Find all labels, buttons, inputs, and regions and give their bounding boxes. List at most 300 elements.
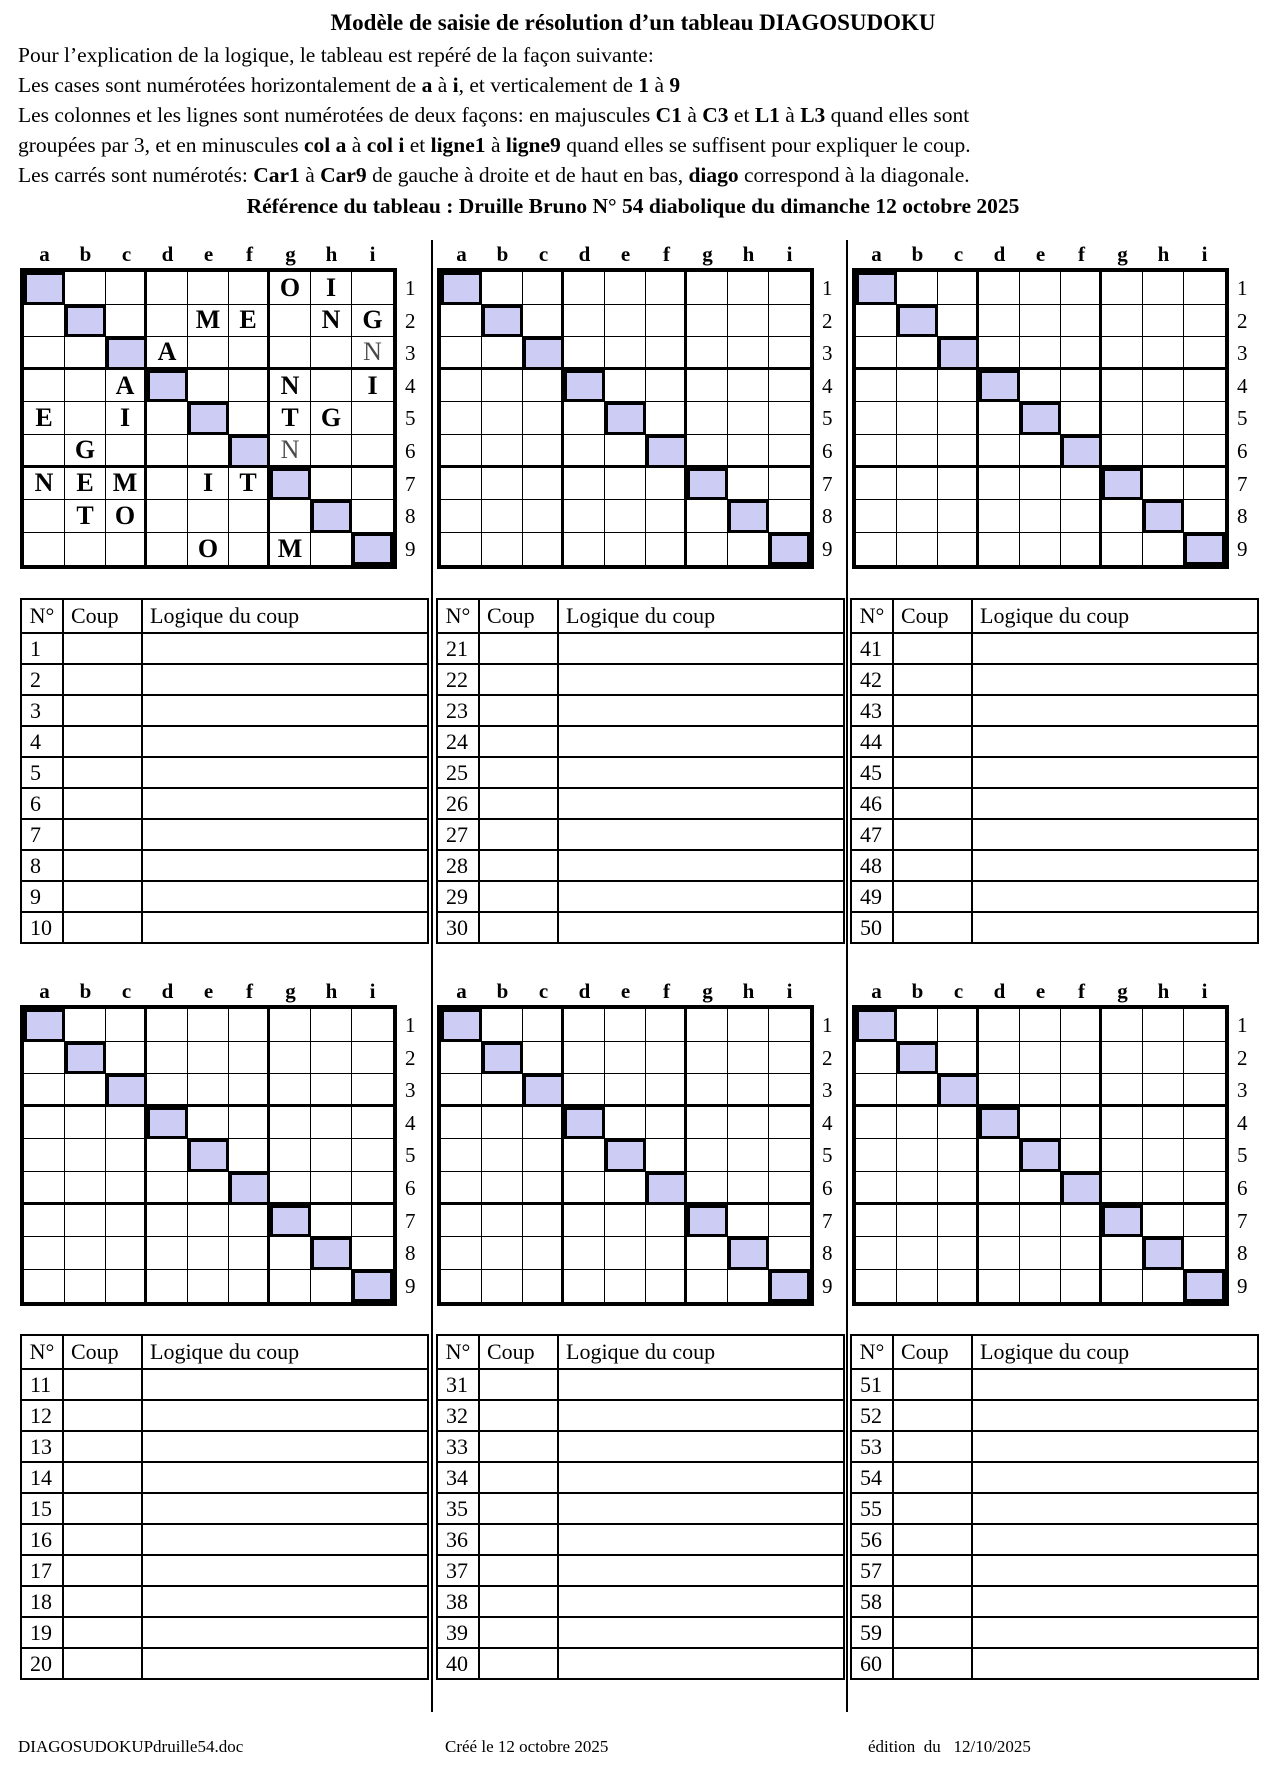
grid-cell-b6[interactable]: [897, 435, 938, 468]
grid-cell-i4[interactable]: [769, 1107, 810, 1140]
grid-cell-c7[interactable]: [938, 468, 979, 501]
grid-cell-g6[interactable]: [270, 1172, 311, 1205]
grid-cell-c2[interactable]: [523, 305, 564, 338]
grid-cell-h4[interactable]: [1143, 1107, 1184, 1140]
coup-cell[interactable]: [63, 819, 142, 850]
logique-cell[interactable]: [142, 1524, 428, 1555]
grid-cell-i3[interactable]: N: [352, 337, 393, 370]
grid-cell-b2[interactable]: [482, 305, 523, 338]
grid-cell-d2[interactable]: [564, 1042, 605, 1075]
grid-cell-c6[interactable]: [106, 1172, 147, 1205]
grid-cell-i3[interactable]: [1184, 337, 1225, 370]
coup-cell[interactable]: [63, 695, 142, 726]
grid-cell-f1[interactable]: [1061, 272, 1102, 305]
grid-cell-b2[interactable]: [65, 1042, 106, 1075]
coup-cell[interactable]: [63, 912, 142, 943]
grid-cell-h2[interactable]: [728, 305, 769, 338]
grid-cell-i6[interactable]: [352, 1172, 393, 1205]
grid-cell-h1[interactable]: [1143, 272, 1184, 305]
grid-cell-i2[interactable]: [352, 1042, 393, 1075]
grid-cell-b3[interactable]: [897, 337, 938, 370]
grid-cell-e7[interactable]: [605, 1205, 646, 1238]
grid-cell-h1[interactable]: [728, 1009, 769, 1042]
grid-cell-e9[interactable]: O: [188, 533, 229, 566]
grid-cell-e9[interactable]: [1020, 1270, 1061, 1303]
grid-cell-c9[interactable]: [523, 533, 564, 566]
grid-cell-g3[interactable]: [270, 337, 311, 370]
grid-cell-b5[interactable]: [65, 1139, 106, 1172]
grid-cell-i6[interactable]: [352, 435, 393, 468]
coup-cell[interactable]: [479, 1493, 558, 1524]
grid-cell-g7[interactable]: [687, 1205, 728, 1238]
logique-cell[interactable]: [142, 1586, 428, 1617]
grid-cell-h8[interactable]: [728, 1237, 769, 1270]
grid-cell-d3[interactable]: [979, 1074, 1020, 1107]
grid-cell-d7[interactable]: [147, 468, 188, 501]
grid-cell-e8[interactable]: [188, 1237, 229, 1270]
grid-cell-f7[interactable]: [646, 1205, 687, 1238]
grid-cell-f8[interactable]: [229, 500, 270, 533]
coup-cell[interactable]: [63, 726, 142, 757]
grid-cell-h1[interactable]: [311, 1009, 352, 1042]
grid-cell-i3[interactable]: [769, 1074, 810, 1107]
grid-cell-c3[interactable]: [106, 1074, 147, 1107]
grid-cell-c6[interactable]: [523, 1172, 564, 1205]
grid-cell-g3[interactable]: [1102, 337, 1143, 370]
coup-cell[interactable]: [479, 1617, 558, 1648]
grid-cell-e3[interactable]: [605, 1074, 646, 1107]
grid-cell-g7[interactable]: [270, 1205, 311, 1238]
grid-cell-f3[interactable]: [1061, 337, 1102, 370]
grid-cell-d2[interactable]: [979, 305, 1020, 338]
grid-cell-i4[interactable]: [1184, 370, 1225, 403]
grid-cell-b8[interactable]: [65, 1237, 106, 1270]
grid-cell-g2[interactable]: [1102, 305, 1143, 338]
grid-cell-e3[interactable]: [188, 337, 229, 370]
coup-cell[interactable]: [479, 726, 558, 757]
grid-cell-a1[interactable]: [24, 272, 65, 305]
grid-cell-h9[interactable]: [1143, 1270, 1184, 1303]
coup-cell[interactable]: [63, 1617, 142, 1648]
grid-cell-f8[interactable]: [646, 1237, 687, 1270]
grid-cell-b8[interactable]: [482, 1237, 523, 1270]
logique-cell[interactable]: [142, 757, 428, 788]
coup-cell[interactable]: [479, 1648, 558, 1679]
grid-cell-d8[interactable]: [564, 500, 605, 533]
grid-cell-e2[interactable]: [605, 1042, 646, 1075]
grid-cell-h4[interactable]: [728, 370, 769, 403]
grid-cell-e3[interactable]: [1020, 337, 1061, 370]
coup-cell[interactable]: [63, 664, 142, 695]
grid-cell-d9[interactable]: [564, 1270, 605, 1303]
grid-cell-d3[interactable]: [979, 337, 1020, 370]
grid-cell-d2[interactable]: [979, 1042, 1020, 1075]
grid-cell-e9[interactable]: [605, 1270, 646, 1303]
grid-cell-i4[interactable]: [769, 370, 810, 403]
logique-cell[interactable]: [142, 695, 428, 726]
grid-cell-i7[interactable]: [1184, 468, 1225, 501]
grid-cell-g7[interactable]: [270, 468, 311, 501]
grid-cell-d7[interactable]: [564, 1205, 605, 1238]
grid-cell-a9[interactable]: [24, 533, 65, 566]
grid-cell-h2[interactable]: [1143, 305, 1184, 338]
coup-cell[interactable]: [63, 1493, 142, 1524]
coup-cell[interactable]: [479, 633, 558, 664]
logique-cell[interactable]: [558, 1431, 844, 1462]
grid-cell-a3[interactable]: [856, 1074, 897, 1107]
grid-cell-d8[interactable]: [979, 500, 1020, 533]
grid-cell-a1[interactable]: [441, 1009, 482, 1042]
grid-cell-a2[interactable]: [856, 305, 897, 338]
grid-cell-c5[interactable]: [938, 402, 979, 435]
grid-cell-i1[interactable]: [352, 1009, 393, 1042]
grid-cell-d1[interactable]: [147, 272, 188, 305]
grid-cell-c2[interactable]: [106, 1042, 147, 1075]
coup-cell[interactable]: [893, 1431, 972, 1462]
grid-cell-f2[interactable]: [646, 305, 687, 338]
coup-cell[interactable]: [479, 850, 558, 881]
grid-cell-i8[interactable]: [1184, 500, 1225, 533]
grid-cell-e6[interactable]: [188, 435, 229, 468]
grid-cell-c8[interactable]: [523, 1237, 564, 1270]
grid-cell-a1[interactable]: [856, 1009, 897, 1042]
coup-cell[interactable]: [893, 819, 972, 850]
grid-cell-e7[interactable]: [605, 468, 646, 501]
grid-cell-c5[interactable]: I: [106, 402, 147, 435]
grid-cell-f3[interactable]: [646, 1074, 687, 1107]
grid-cell-g4[interactable]: [1102, 370, 1143, 403]
grid-cell-h9[interactable]: [311, 1270, 352, 1303]
grid-cell-h9[interactable]: [311, 533, 352, 566]
grid-cell-e9[interactable]: [1020, 533, 1061, 566]
grid-cell-f7[interactable]: [1061, 468, 1102, 501]
grid-cell-e3[interactable]: [1020, 1074, 1061, 1107]
grid-cell-g9[interactable]: [270, 1270, 311, 1303]
grid-cell-e7[interactable]: I: [188, 468, 229, 501]
grid-cell-b4[interactable]: [482, 1107, 523, 1140]
grid-cell-c8[interactable]: [938, 1237, 979, 1270]
logique-cell[interactable]: [558, 1524, 844, 1555]
grid-cell-i5[interactable]: [1184, 402, 1225, 435]
grid-cell-d6[interactable]: [147, 435, 188, 468]
grid-cell-f7[interactable]: [1061, 1205, 1102, 1238]
grid-cell-d5[interactable]: [564, 1139, 605, 1172]
grid-cell-h5[interactable]: [728, 402, 769, 435]
logique-cell[interactable]: [972, 1493, 1258, 1524]
grid-cell-e1[interactable]: [188, 1009, 229, 1042]
grid-cell-a4[interactable]: [441, 370, 482, 403]
grid-cell-e3[interactable]: [605, 337, 646, 370]
grid-cell-c9[interactable]: [938, 1270, 979, 1303]
grid-cell-e4[interactable]: [1020, 370, 1061, 403]
grid-cell-h5[interactable]: [311, 1139, 352, 1172]
grid-cell-h8[interactable]: [311, 1237, 352, 1270]
grid-cell-b2[interactable]: [897, 305, 938, 338]
grid-cell-b1[interactable]: [897, 272, 938, 305]
grid-cell-c9[interactable]: [106, 1270, 147, 1303]
grid-cell-f4[interactable]: [1061, 1107, 1102, 1140]
grid-cell-d4[interactable]: [979, 1107, 1020, 1140]
coup-cell[interactable]: [479, 1400, 558, 1431]
grid-cell-e5[interactable]: [1020, 402, 1061, 435]
grid-cell-e7[interactable]: [188, 1205, 229, 1238]
grid-cell-b7[interactable]: E: [65, 468, 106, 501]
grid-cell-c1[interactable]: [106, 1009, 147, 1042]
grid-cell-f6[interactable]: [1061, 435, 1102, 468]
grid-cell-h1[interactable]: I: [311, 272, 352, 305]
grid-cell-a5[interactable]: E: [24, 402, 65, 435]
grid-cell-f8[interactable]: [646, 500, 687, 533]
grid-cell-h7[interactable]: [311, 468, 352, 501]
grid-cell-a2[interactable]: [24, 1042, 65, 1075]
grid-cell-e4[interactable]: [605, 370, 646, 403]
grid-cell-g8[interactable]: [1102, 500, 1143, 533]
grid-cell-h2[interactable]: [1143, 1042, 1184, 1075]
coup-cell[interactable]: [893, 695, 972, 726]
grid-cell-e5[interactable]: [605, 1139, 646, 1172]
grid-cell-e9[interactable]: [605, 533, 646, 566]
grid-cell-e2[interactable]: [188, 1042, 229, 1075]
grid-cell-f2[interactable]: E: [229, 305, 270, 338]
coup-cell[interactable]: [893, 788, 972, 819]
grid-cell-d4[interactable]: [979, 370, 1020, 403]
grid-cell-f1[interactable]: [1061, 1009, 1102, 1042]
grid-cell-f6[interactable]: [1061, 1172, 1102, 1205]
grid-cell-a9[interactable]: [441, 533, 482, 566]
grid-cell-b6[interactable]: G: [65, 435, 106, 468]
grid-cell-f6[interactable]: [646, 435, 687, 468]
grid-cell-f4[interactable]: [229, 370, 270, 403]
logique-cell[interactable]: [142, 1493, 428, 1524]
grid-cell-a4[interactable]: [24, 1107, 65, 1140]
grid-cell-i1[interactable]: [352, 272, 393, 305]
grid-cell-d1[interactable]: [147, 1009, 188, 1042]
grid-cell-c6[interactable]: [106, 435, 147, 468]
grid-cell-c4[interactable]: A: [106, 370, 147, 403]
grid-cell-d5[interactable]: [564, 402, 605, 435]
logique-cell[interactable]: [558, 1555, 844, 1586]
grid-cell-f9[interactable]: [229, 533, 270, 566]
grid-cell-i7[interactable]: [1184, 1205, 1225, 1238]
logique-cell[interactable]: [558, 1586, 844, 1617]
grid-cell-g8[interactable]: [270, 1237, 311, 1270]
grid-cell-b9[interactable]: [65, 533, 106, 566]
grid-cell-c7[interactable]: [523, 1205, 564, 1238]
grid-cell-b2[interactable]: [482, 1042, 523, 1075]
logique-cell[interactable]: [972, 1462, 1258, 1493]
grid-cell-c1[interactable]: [106, 272, 147, 305]
grid-cell-b9[interactable]: [897, 1270, 938, 1303]
grid-cell-d9[interactable]: [147, 1270, 188, 1303]
grid-cell-g1[interactable]: [1102, 1009, 1143, 1042]
coup-cell[interactable]: [479, 1586, 558, 1617]
grid-cell-g8[interactable]: [1102, 1237, 1143, 1270]
grid-cell-c5[interactable]: [523, 1139, 564, 1172]
grid-cell-i8[interactable]: [352, 500, 393, 533]
grid-cell-e1[interactable]: [188, 272, 229, 305]
grid-cell-g4[interactable]: [687, 1107, 728, 1140]
grid-cell-e3[interactable]: [188, 1074, 229, 1107]
grid-cell-d4[interactable]: [147, 1107, 188, 1140]
grid-cell-e8[interactable]: [605, 500, 646, 533]
grid-cell-e6[interactable]: [605, 1172, 646, 1205]
coup-cell[interactable]: [479, 664, 558, 695]
grid-cell-a5[interactable]: [24, 1139, 65, 1172]
grid-cell-h4[interactable]: [1143, 370, 1184, 403]
grid-cell-g1[interactable]: [687, 1009, 728, 1042]
logique-cell[interactable]: [972, 664, 1258, 695]
logique-cell[interactable]: [972, 1369, 1258, 1400]
grid-cell-d4[interactable]: [564, 370, 605, 403]
grid-cell-h6[interactable]: [728, 435, 769, 468]
coup-cell[interactable]: [893, 726, 972, 757]
grid-cell-b8[interactable]: [897, 500, 938, 533]
logique-cell[interactable]: [558, 1648, 844, 1679]
grid-cell-h7[interactable]: [1143, 1205, 1184, 1238]
grid-cell-h2[interactable]: N: [311, 305, 352, 338]
coup-cell[interactable]: [63, 1431, 142, 1462]
coup-cell[interactable]: [63, 881, 142, 912]
grid-cell-d5[interactable]: [979, 402, 1020, 435]
grid-cell-a6[interactable]: [441, 1172, 482, 1205]
grid-cell-h5[interactable]: [1143, 402, 1184, 435]
grid-cell-b1[interactable]: [897, 1009, 938, 1042]
grid-cell-g4[interactable]: [687, 370, 728, 403]
grid-cell-a1[interactable]: [441, 272, 482, 305]
grid-cell-e8[interactable]: [188, 500, 229, 533]
grid-cell-b6[interactable]: [482, 1172, 523, 1205]
grid-cell-e9[interactable]: [188, 1270, 229, 1303]
grid-cell-i9[interactable]: [769, 533, 810, 566]
grid-cell-g1[interactable]: [687, 272, 728, 305]
grid-cell-f2[interactable]: [229, 1042, 270, 1075]
grid-cell-f1[interactable]: [646, 1009, 687, 1042]
grid-cell-g1[interactable]: [270, 1009, 311, 1042]
grid-cell-h3[interactable]: [311, 337, 352, 370]
grid-cell-g6[interactable]: [1102, 1172, 1143, 1205]
grid-cell-d9[interactable]: [979, 533, 1020, 566]
grid-cell-i4[interactable]: [352, 1107, 393, 1140]
grid-cell-b1[interactable]: [65, 1009, 106, 1042]
grid-cell-a9[interactable]: [24, 1270, 65, 1303]
grid-cell-c1[interactable]: [523, 1009, 564, 1042]
logique-cell[interactable]: [558, 664, 844, 695]
grid-cell-g9[interactable]: [687, 1270, 728, 1303]
grid-cell-e4[interactable]: [188, 370, 229, 403]
logique-cell[interactable]: [972, 850, 1258, 881]
coup-cell[interactable]: [63, 1555, 142, 1586]
grid-cell-d9[interactable]: [564, 533, 605, 566]
grid-cell-a9[interactable]: [856, 533, 897, 566]
grid-cell-h9[interactable]: [728, 533, 769, 566]
grid-cell-c3[interactable]: [938, 337, 979, 370]
grid-cell-d5[interactable]: [147, 1139, 188, 1172]
grid-cell-b2[interactable]: [65, 305, 106, 338]
logique-cell[interactable]: [972, 912, 1258, 943]
grid-cell-h8[interactable]: [311, 500, 352, 533]
grid-cell-d6[interactable]: [564, 435, 605, 468]
grid-cell-d1[interactable]: [564, 272, 605, 305]
logique-cell[interactable]: [142, 1617, 428, 1648]
logique-cell[interactable]: [142, 1400, 428, 1431]
logique-cell[interactable]: [558, 1617, 844, 1648]
logique-cell[interactable]: [142, 850, 428, 881]
grid-cell-b7[interactable]: [482, 1205, 523, 1238]
grid-cell-b3[interactable]: [65, 337, 106, 370]
grid-cell-b7[interactable]: [897, 468, 938, 501]
grid-cell-g2[interactable]: [270, 1042, 311, 1075]
grid-cell-g3[interactable]: [687, 337, 728, 370]
grid-cell-a5[interactable]: [441, 402, 482, 435]
grid-cell-i5[interactable]: [1184, 1139, 1225, 1172]
grid-cell-a8[interactable]: [441, 500, 482, 533]
grid-cell-a6[interactable]: [24, 435, 65, 468]
grid-cell-d6[interactable]: [979, 435, 1020, 468]
grid-cell-f5[interactable]: [1061, 1139, 1102, 1172]
grid-cell-a7[interactable]: [24, 1205, 65, 1238]
grid-cell-e6[interactable]: [188, 1172, 229, 1205]
logique-cell[interactable]: [972, 1648, 1258, 1679]
coup-cell[interactable]: [893, 1524, 972, 1555]
grid-cell-f3[interactable]: [229, 1074, 270, 1107]
logique-cell[interactable]: [972, 1400, 1258, 1431]
grid-cell-b4[interactable]: [65, 370, 106, 403]
grid-cell-e1[interactable]: [605, 272, 646, 305]
coup-cell[interactable]: [893, 757, 972, 788]
logique-cell[interactable]: [142, 664, 428, 695]
grid-cell-g5[interactable]: [270, 1139, 311, 1172]
grid-cell-a2[interactable]: [856, 1042, 897, 1075]
logique-cell[interactable]: [558, 695, 844, 726]
coup-cell[interactable]: [63, 1369, 142, 1400]
coup-cell[interactable]: [479, 1431, 558, 1462]
grid-cell-c7[interactable]: [106, 1205, 147, 1238]
grid-cell-c3[interactable]: [523, 337, 564, 370]
coup-cell[interactable]: [893, 1462, 972, 1493]
grid-cell-e8[interactable]: [1020, 500, 1061, 533]
grid-cell-a1[interactable]: [24, 1009, 65, 1042]
grid-cell-d3[interactable]: A: [147, 337, 188, 370]
grid-cell-g5[interactable]: [1102, 402, 1143, 435]
grid-cell-c4[interactable]: [106, 1107, 147, 1140]
grid-cell-h2[interactable]: [311, 1042, 352, 1075]
grid-cell-d7[interactable]: [147, 1205, 188, 1238]
grid-cell-d3[interactable]: [147, 1074, 188, 1107]
grid-cell-c6[interactable]: [938, 1172, 979, 1205]
grid-cell-e2[interactable]: [1020, 305, 1061, 338]
coup-cell[interactable]: [893, 881, 972, 912]
logique-cell[interactable]: [558, 633, 844, 664]
coup-cell[interactable]: [893, 633, 972, 664]
grid-cell-g3[interactable]: [1102, 1074, 1143, 1107]
grid-cell-h4[interactable]: [728, 1107, 769, 1140]
grid-cell-c4[interactable]: [938, 1107, 979, 1140]
grid-cell-d4[interactable]: [564, 1107, 605, 1140]
grid-cell-c7[interactable]: [938, 1205, 979, 1238]
coup-cell[interactable]: [893, 1400, 972, 1431]
grid-cell-b8[interactable]: [897, 1237, 938, 1270]
grid-cell-f6[interactable]: [646, 1172, 687, 1205]
grid-cell-g5[interactable]: [687, 402, 728, 435]
grid-cell-c9[interactable]: [938, 533, 979, 566]
grid-cell-i7[interactable]: [769, 468, 810, 501]
grid-cell-b1[interactable]: [65, 272, 106, 305]
grid-cell-c6[interactable]: [523, 435, 564, 468]
grid-cell-c8[interactable]: [938, 500, 979, 533]
logique-cell[interactable]: [142, 1369, 428, 1400]
grid-cell-f7[interactable]: [646, 468, 687, 501]
grid-cell-i6[interactable]: [1184, 435, 1225, 468]
